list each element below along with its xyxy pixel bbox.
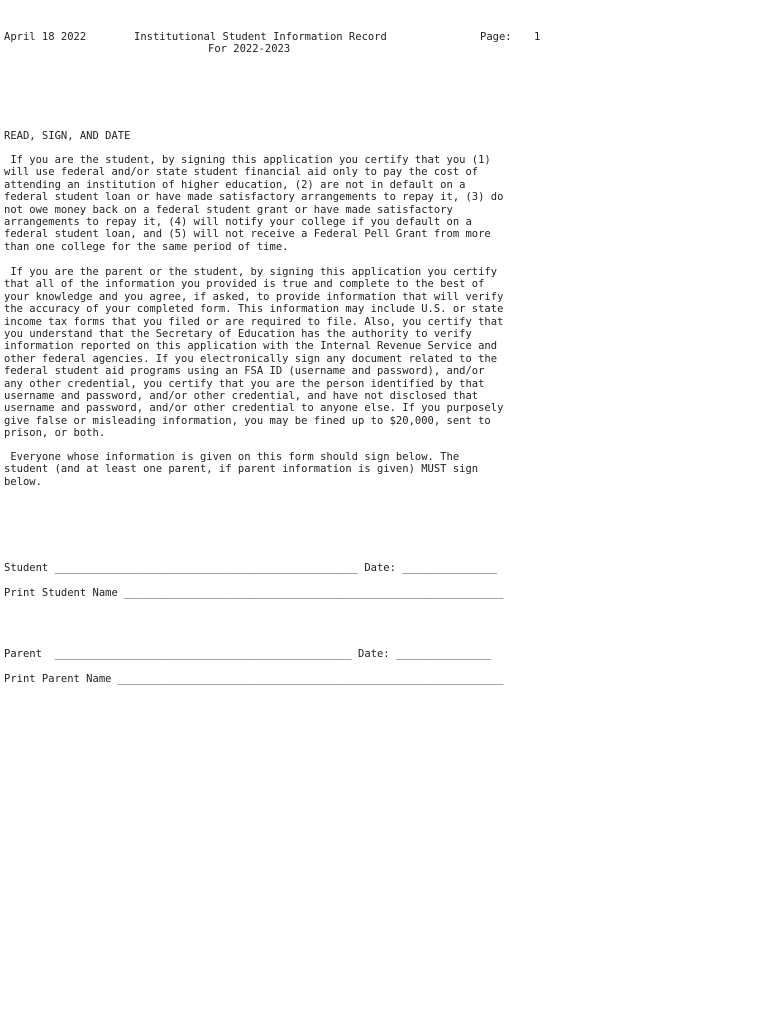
student-certification-paragraph: If you are the student, by signing this application you certify that you (1) will use federal and/or state student financial aid only to pay the cost of attending an institution of higher education, (2) are not in default on a federal student loan or have made satisfactory arrangements to repay it, (3) do not owe money back on a federal student grant or have made satisfactory arrangements to repay it, (4) will notify your college if you default on a federal student loan, and (5) will not receive a Federal Pell Grant from more than one college for the same period of time.: [4, 154, 504, 253]
header-subtitle: For 2022-2023: [208, 43, 291, 56]
parent-student-certification-paragraph: If you are the parent or the student, by signing this application you certify that all of the information you provided is true and complete to the best of your knowledge and you agree, if asked, to provide information that will verify the accuracy of your completed form. This information may include U.S. or state income tax forms that you filed or are required to file. Also, you certify that you understand that the Secretary of Education has the authority to verify information reported on this application with the Internal Revenue Service and other federal agencies. If you electronically sign any document related to the federal student aid programs using an FSA ID (username and password), and/or any other credential, you certify that you are the person identified by that username and password, and/or other credential, and have not disclosed that username and password, and/or other credential to anyone else. If you purposely give false or misleading information, you may be fined up to $20,000, sent to prison, or both.: [4, 266, 504, 440]
section-heading: READ, SIGN, AND DATE: [4, 130, 131, 142]
student-signature-line: Student ________________________________________________ Date: _______________: [4, 562, 498, 574]
header-page-label: Page:: [480, 31, 512, 43]
header-date: April 18 2022: [4, 31, 87, 43]
header-page-number: 1: [534, 31, 541, 43]
parent-signature-line: Parent _______________________________________________ Date: _______________: [4, 648, 491, 660]
signature-instruction-paragraph: Everyone whose information is given on this form should sign below. The student (and at least one parent, if parent information is given) MUST sign below.: [4, 451, 479, 488]
header-title: Institutional Student Information Record: [134, 31, 387, 43]
print-student-name-line: Print Student Name ____________________________________________________________: [4, 587, 504, 599]
print-parent-name-line: Print Parent Name _____________________________________________________________: [4, 673, 504, 685]
document-header: [4, 31, 764, 59]
